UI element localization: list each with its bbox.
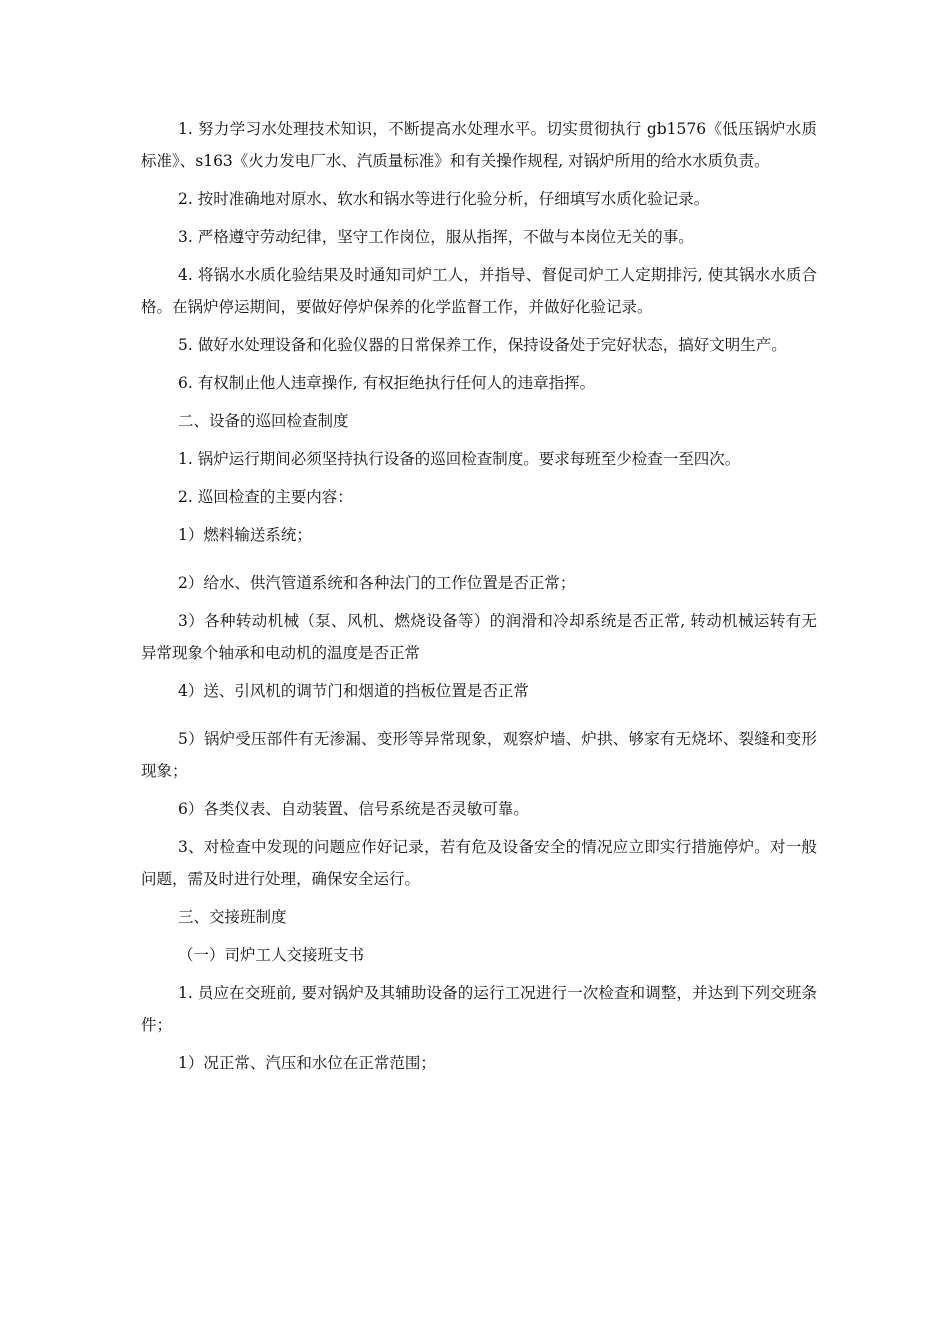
list-item: 2）给水、供汽管道系统和各种法门的工作位置是否正常； <box>178 574 576 592</box>
paragraph: 6. 有权制止他人违章操作, 有权拒绝执行任何人的违章指挥。 <box>178 374 596 392</box>
list-item: 4）送、引风机的调节门和烟道的挡板位置是否正常 <box>178 682 529 700</box>
paragraph: 3、对检查中发现的问题应作好记录，若有危及设备安全的情况应立即实行措施停炉。对一般问题，需及时进行处理，确保安全运行。 <box>141 838 817 888</box>
paragraph: 3. 严格遵守劳动纪律，坚守工作岗位，服从指挥，不做与本岗位无关的事。 <box>178 228 694 246</box>
paragraph: 1. 努力学习水处理技术知识，不断提高水处理水平。切实贯彻执行 gb1576《低压锅炉水质标准》、s163《火力发电厂水、汽质量标准》和有关操作规程, 对锅炉所用的给水水质负责。 <box>141 120 817 170</box>
list-item: 5）锅炉受压部件有无渗漏、变形等异常现象，观察炉墙、炉拱、够家有无烧坏、裂缝和变形现象； <box>141 730 817 780</box>
paragraph: 2. 巡回检查的主要内容： <box>178 488 353 506</box>
paragraph: 2. 按时准确地对原水、软水和锅水等进行化验分析，仔细填写水质化验记录。 <box>178 190 710 208</box>
section-heading: 二、设备的巡回检查制度 <box>178 412 349 430</box>
document-body <box>141 113 817 1079</box>
paragraph: 5. 做好水处理设备和化验仪器的日常保养工作，保持设备处于完好状态，搞好文明生产。 <box>178 336 787 354</box>
list-item: 1）燃料输送系统； <box>178 526 312 544</box>
list-item: 3）各种转动机械（泵、风机、燃烧设备等）的润滑和冷却系统是否正常, 转动机械运转有无异常现象个轴承和电动机的温度是否正常 <box>141 612 817 662</box>
paragraph: 1. 锅炉运行期间必须坚持执行设备的巡回检查制度。要求每班至少检查一至四次。 <box>178 450 741 468</box>
subsection-heading: （一）司炉工人交接班支书 <box>178 946 365 964</box>
paragraph: 4. 将锅水水质化验结果及时通知司炉工人，并指导、督促司炉工人定期排污, 使其锅水水质合格。在锅炉停运期间，要做好停炉保养的化学监督工作，并做好化验记录。 <box>141 266 817 316</box>
list-item: 6）各类仪表、自动装置、信号系统是否灵敏可靠。 <box>178 800 529 818</box>
paragraph: 1. 员应在交班前, 要对锅炉及其辅助设备的运行工况进行一次检查和调整，并达到下列交班条件； <box>141 984 817 1034</box>
section-heading: 三、交接班制度 <box>178 908 287 926</box>
list-item: 1）况正常、汽压和水位在正常范围； <box>178 1054 436 1072</box>
